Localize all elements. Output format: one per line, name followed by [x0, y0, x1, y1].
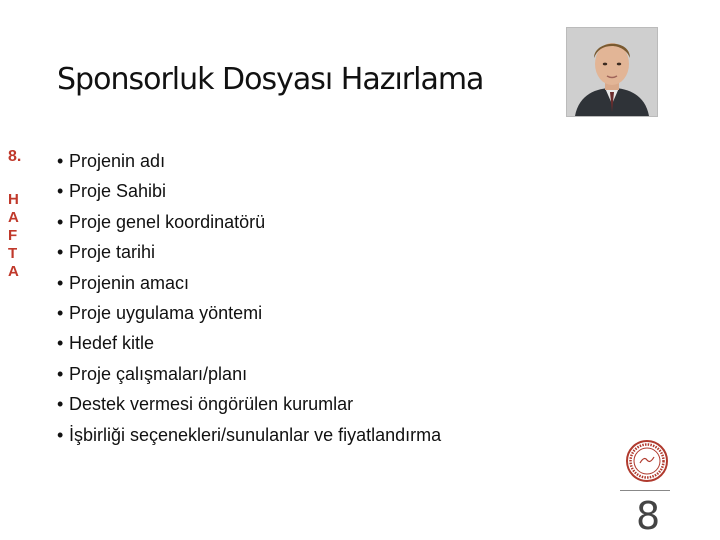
bullet-text: Proje genel koordinatörü: [69, 211, 266, 232]
bullet-item: • Projenin adı: [57, 151, 166, 171]
bullet-text: Proje tarihi: [69, 242, 156, 263]
bullet-item: • Proje çalışmaları/planı: [57, 363, 248, 384]
week-letter: T: [8, 245, 18, 262]
week-letter: F: [8, 227, 18, 244]
bullet-item: • Proje Sahibi: [57, 181, 167, 202]
bullet-text: İşbirliği seçenekleri/sunulanlar ve fiyatlandırma: [69, 424, 442, 445]
slide-title: Sponsorluk Dosyası Hazırlama: [57, 62, 484, 97]
bullet-item: • Proje tarihi: [57, 242, 156, 263]
week-number: 8.: [8, 148, 22, 165]
person-portrait-icon: [567, 28, 657, 116]
bullet-text: Proje Sahibi: [69, 181, 167, 202]
bullet-item: • İşbirliği seçenekleri/sunulanlar ve fiyatlandırma: [57, 424, 442, 445]
bullet-text: Destek vermesi öngörülen kurumlar: [69, 394, 354, 415]
bullet-item: • Proje genel koordinatörü: [57, 211, 266, 232]
page-number: 8: [636, 494, 661, 538]
bullet-item: • Destek vermesi öngörülen kurumlar: [57, 394, 354, 415]
bullet-item: • Hedef kitle: [57, 333, 155, 354]
university-seal-icon: [626, 440, 668, 482]
week-label: [8, 192, 22, 280]
bullet-list: [57, 146, 441, 450]
week-letter: H: [8, 191, 19, 208]
bullet-item: • Proje uygulama yöntemi: [57, 303, 263, 324]
week-letter: A: [8, 209, 19, 226]
bullet-text: Proje uygulama yöntemi: [69, 303, 263, 324]
bullet-text: Hedef kitle: [69, 333, 155, 354]
presenter-photo: [566, 27, 658, 117]
bullet-text: Proje çalışmaları/planı: [69, 363, 248, 384]
bullet-item: • Projenin amacı: [57, 272, 190, 293]
page-number-divider: [620, 490, 670, 491]
week-letter: A: [8, 263, 19, 280]
bullet-text: Projenin adı: [69, 151, 166, 171]
bullet-text: Projenin amacı: [69, 272, 190, 293]
